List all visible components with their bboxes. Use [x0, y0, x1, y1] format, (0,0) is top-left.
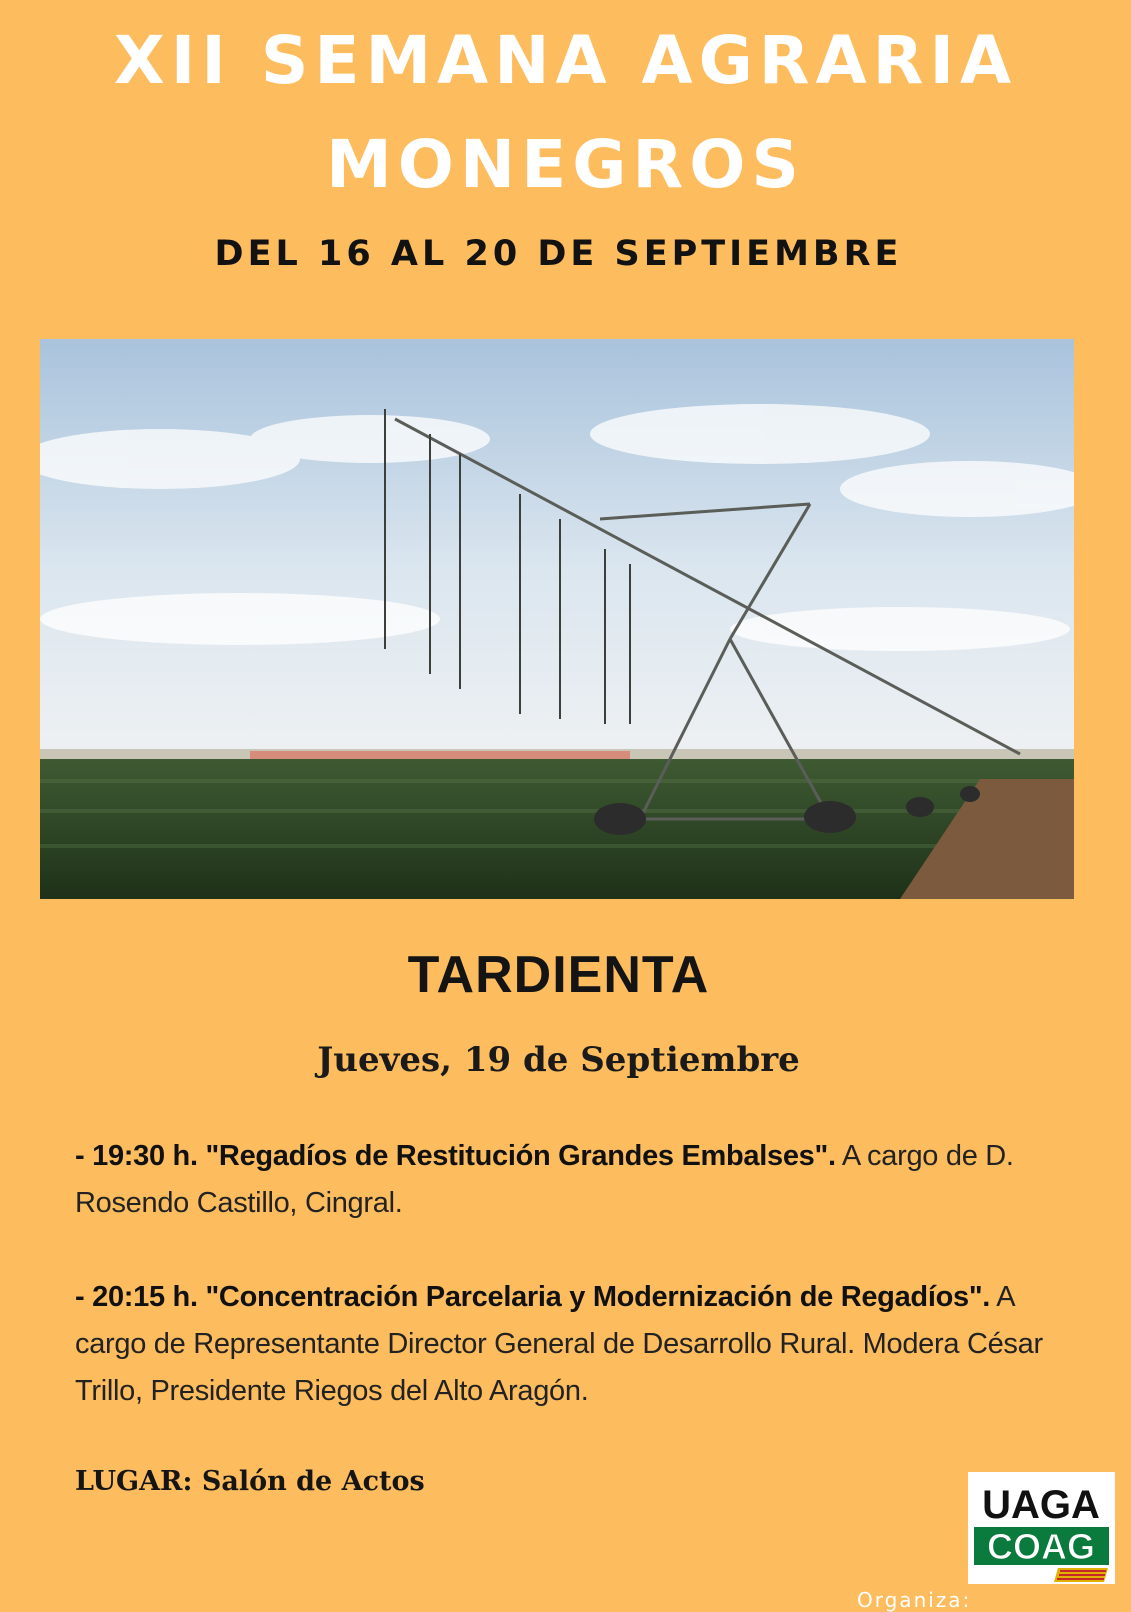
talk-item: [75, 1133, 1085, 1227]
logo-text-coag: COAG: [987, 1526, 1095, 1567]
poster-title-line1: XII SEMANA AGRARIA: [113, 22, 1018, 99]
talk-item: [75, 1274, 1085, 1415]
talk-details: A cargo de Representante Director General de Desarrollo Rural. Modera César Trillo, Presidente Riegos del Alto Aragón.: [75, 1281, 1043, 1407]
talk-details: A cargo de D. Rosendo Castillo, Cingral.: [75, 1140, 1014, 1219]
venue-label: LUGAR:: [75, 1466, 193, 1497]
irrigation-pivot-photo: [40, 339, 1074, 899]
aragon-flag-icon: [1054, 1568, 1108, 1582]
logo-text-uaga: UAGA: [982, 1483, 1100, 1527]
talk-title: - 20:15 h. "Concentración Parcelaria y Modernización de Regadíos".: [75, 1281, 991, 1313]
uaga-coag-logo: [968, 1472, 1115, 1584]
venue: [75, 1466, 425, 1497]
town-heading: TARDIENTA: [407, 946, 710, 1004]
event-dates: DEL 16 AL 20 DE SEPTIEMBRE: [214, 234, 903, 274]
organizer-label: Organiza:: [857, 1588, 972, 1612]
venue-value: Salón de Actos: [201, 1466, 425, 1497]
event-day: Jueves, 19 de Septiembre: [317, 1040, 800, 1080]
talk-title: - 19:30 h. "Regadíos de Restitución Grandes Embalses".: [75, 1140, 836, 1172]
poster-title-line2: MONEGROS: [326, 126, 805, 203]
